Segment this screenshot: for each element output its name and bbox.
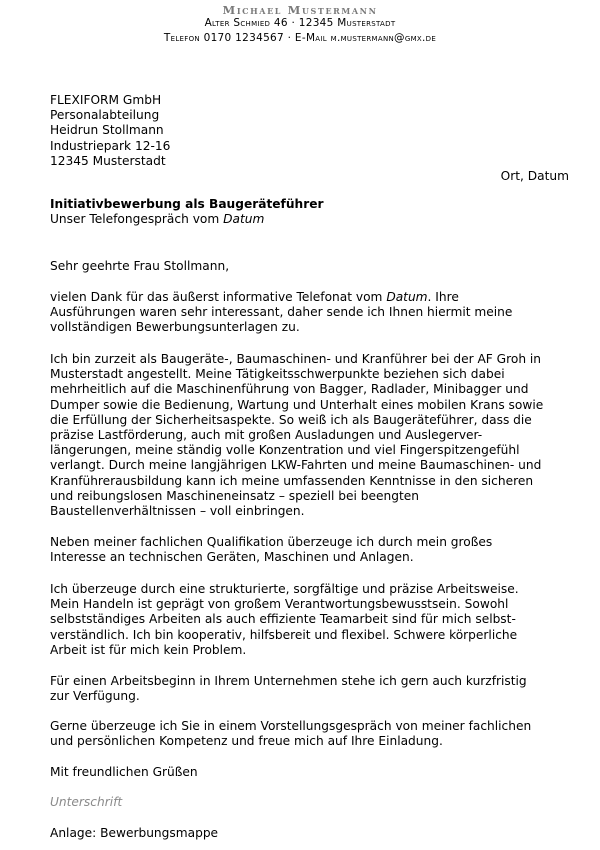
paragraph-line: zur Verfügung.	[50, 689, 140, 704]
subject-reference-date: Datum	[223, 212, 265, 227]
signature	[50, 795, 575, 810]
paragraph-line: und persönlichen Kompetenz und freue mich auf Ihre Einladung.	[50, 734, 443, 749]
closing-text: Mit freundlichen Grüßen	[50, 765, 198, 779]
recipient-line: Heidrun Stollmann	[50, 123, 164, 138]
place-date: Ort, Datum	[500, 169, 569, 183]
text-run-italic: Datum	[386, 290, 428, 304]
paragraph-line: Arbeit ist für mich kein Problem.	[50, 642, 247, 657]
paragraph-4	[50, 582, 575, 658]
paragraph-line: Ich überzeuge durch eine strukturierte, sorgfältige und präzise Arbeitsweise.	[50, 582, 519, 596]
sender-name: Michael Mustermann	[222, 3, 378, 17]
subject-reference-text: Unser Telefongespräch vom	[50, 212, 224, 227]
paragraph-line: Für einen Arbeitsbeginn in Ihrem Unternehmen stehe ich gern auch kurzfristig	[50, 674, 527, 688]
salutation	[50, 259, 575, 274]
attachment-note	[50, 826, 575, 841]
paragraph-line: Kranführerausbildung kann ich meine umfassenden Kenntnisse in den sicheren	[50, 473, 534, 488]
recipient-line: Personalabteilung	[50, 108, 160, 123]
paragraph-line: Ausführungen waren sehr interessant, daher sende ich Ihnen hiermit meine	[50, 305, 513, 320]
recipient-line: Industriepark 12-16	[50, 138, 171, 153]
paragraph-line: längerungen, meine ständig volle Konzentration und viel Fingerspitzengefühl	[50, 443, 520, 458]
recipient-line: 12345 Musterstadt	[50, 153, 166, 168]
signature-placeholder: Unterschrift	[50, 795, 123, 809]
closing	[50, 765, 575, 780]
paragraph-line: Mein Handeln ist geprägt von großem Verantwortungsbewusstsein. Sowohl	[50, 597, 509, 612]
paragraph-line: Dumper sowie die Bedienung, Wartung und Unterhalt eines mobilen Krans sowie	[50, 397, 544, 412]
subject-title: Initiativbewerbung als Baugeräteführer	[50, 197, 324, 211]
attachment-text: Anlage: Bewerbungsmappe	[50, 826, 219, 840]
paragraph-line: mehrheitlich auf die Maschinenführung von Bagger, Radlader, Minibagger und	[50, 382, 529, 397]
paragraph-line: verständlich. Ich bin kooperativ, hilfsbereit und flexibel. Schwere körperliche	[50, 627, 518, 642]
recipient-address	[50, 93, 575, 169]
paragraph-line: vollständigen Bewerbungsunterlagen zu.	[50, 320, 300, 335]
text-run: vielen Dank für das äußerst informative Telefonat vom	[50, 290, 387, 304]
paragraph-line: verlangt. Durch meine langjährigen LKW-Fahrten und meine Baumaschinen- und	[50, 458, 542, 473]
text-run: . Ihre	[427, 290, 459, 304]
paragraph-line: und reibungslosen Maschineneinsatz – speziell bei beengten	[50, 488, 419, 503]
subject-block	[50, 197, 575, 227]
paragraph-line: präzise Lastförderung, auch mit großen Ausladungen und Auslegerver-	[50, 428, 483, 443]
paragraph-line: Gerne überzeuge ich Sie in einem Vorstellungsgespräch von meiner fachlichen	[50, 719, 532, 733]
paragraph-1	[50, 290, 575, 336]
paragraph-line: Ich bin zurzeit als Baugeräte-, Baumaschinen- und Kranführer bei der AF Groh in	[50, 352, 542, 366]
subject-reference	[50, 212, 575, 227]
paragraph-line: Baustellenverhältnissen – voll einbringen.	[50, 504, 305, 519]
paragraph-5	[50, 674, 575, 704]
paragraph-line	[50, 290, 575, 305]
paragraph-line: die Erfüllung der Sicherheitsaspekte. So weiß ich als Baugeräteführer, dass die	[50, 412, 532, 427]
sender-contact: Telefon 0170 1234567 · E-Mail m.mustermann@gmx.de	[163, 32, 437, 44]
paragraph-line: selbstständiges Arbeiten als auch effiziente Teamarbeit sind für mich selbst-	[50, 612, 516, 627]
paragraph-line: Neben meiner fachlichen Qualifikation überzeuge ich durch mein großes	[50, 535, 493, 549]
paragraph-line: Musterstadt angestellt. Meine Tätigkeitsschwerpunkte beziehen sich dabei	[50, 367, 505, 382]
paragraph-6	[50, 719, 575, 749]
paragraph-2	[50, 352, 575, 519]
paragraph-line: Interesse an technischen Geräten, Maschinen und Anlagen.	[50, 550, 414, 565]
salutation-text: Sehr geehrte Frau Stollmann,	[50, 259, 230, 273]
paragraph-3	[50, 535, 575, 565]
sender-address: Alter Schmied 46 · 12345 Musterstadt	[204, 17, 396, 29]
recipient-line: FLEXIFORM GmbH	[50, 93, 162, 107]
